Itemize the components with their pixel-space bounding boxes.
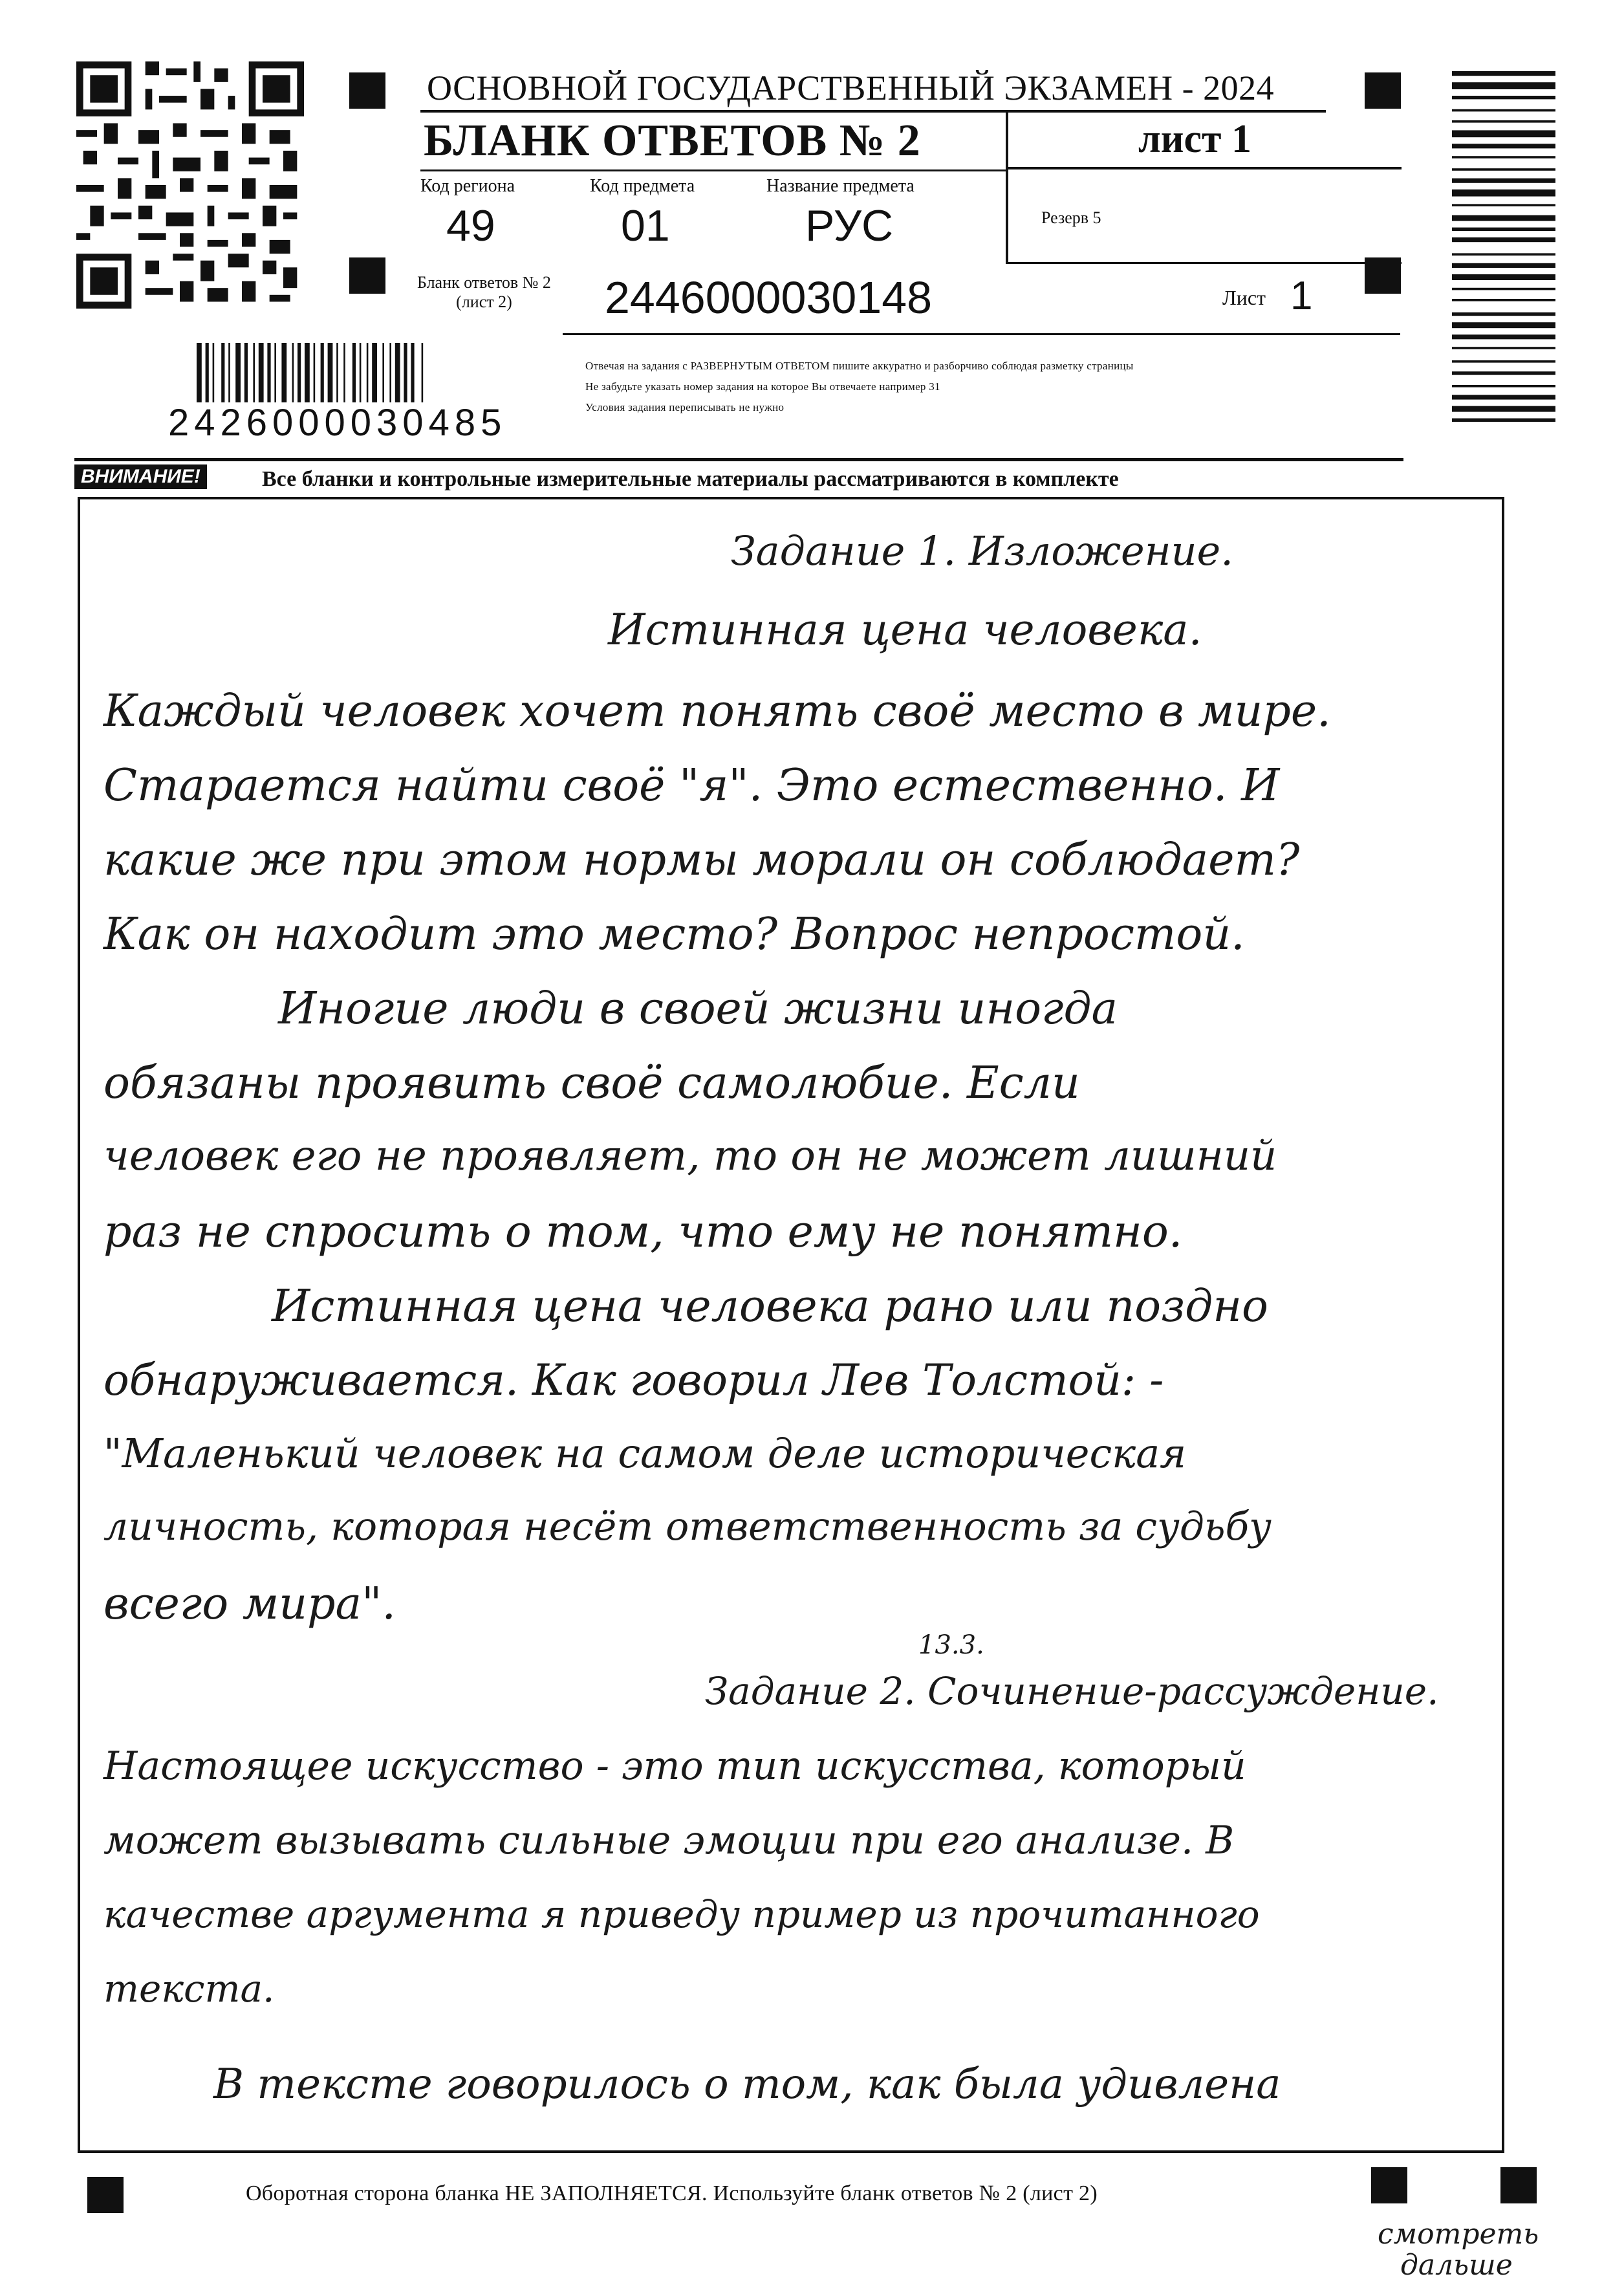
- side-barcode-bar: [1452, 360, 1555, 363]
- handwritten-line: какие же при этом нормы морали он соблюдает?: [103, 835, 1300, 886]
- barcode-bar: [274, 343, 276, 402]
- exam-title: ОСНОВНОЙ ГОСУДАРСТВЕННЫЙ ЭКЗАМЕН - 2024: [427, 69, 1275, 107]
- side-barcode-bar: [1452, 312, 1555, 316]
- handwritten-note: [1378, 2219, 1539, 2281]
- registration-mark: [349, 72, 385, 109]
- side-barcode-bar: [1452, 237, 1555, 242]
- handwritten-line: Как он находит это место? Вопрос непростой.: [103, 909, 1245, 960]
- divider: [420, 110, 1326, 113]
- sheet-num-value: 1: [1290, 274, 1313, 318]
- handwritten-line: качестве аргумента я приведу пример из прочитанного: [103, 1892, 1260, 1936]
- subject-name-label: Название предмета: [766, 176, 915, 196]
- region-code-label: Код региона: [420, 176, 515, 196]
- handwritten-line: обнаруживается. Как говорил Лев Толстой: -: [103, 1355, 1164, 1405]
- side-barcode-bar: [1452, 168, 1555, 171]
- barcode-bar: [281, 343, 287, 402]
- side-barcode-bar: [1452, 130, 1555, 137]
- handwritten-line: Истинная цена человека рано или поздно: [272, 1281, 1268, 1332]
- divider: [74, 458, 1403, 461]
- side-barcode-bar: [1452, 120, 1555, 123]
- side-barcode-bar: [1452, 322, 1555, 328]
- handwritten-line: текста.: [103, 1967, 275, 2011]
- barcode-bar: [228, 343, 230, 402]
- handwritten-line: Старается найти своё "я". Это естественно. И: [103, 760, 1280, 811]
- handwritten-task-number: 13.3.: [918, 1630, 984, 1660]
- side-barcode-bar: [1452, 156, 1555, 158]
- barcode-bar: [221, 343, 224, 402]
- reserve-label: Резерв 5: [1041, 208, 1101, 227]
- form2-label-line2: (лист 2): [456, 292, 512, 311]
- side-barcode-bar: [1452, 406, 1555, 412]
- side-barcode-bar: [1452, 385, 1555, 388]
- qr-code: [76, 61, 304, 309]
- side-barcode-bar: [1452, 274, 1555, 280]
- barcode: [194, 343, 537, 402]
- barcode-bar: [360, 343, 362, 402]
- side-barcode-bar: [1452, 299, 1555, 301]
- form-title: БЛАНК ОТВЕТОВ № 2: [424, 116, 921, 166]
- barcode-bar: [259, 343, 264, 402]
- handwritten-line: может вызывать сильные эмоции при его анализе. В: [103, 1818, 1235, 1863]
- divider: [1006, 262, 1402, 264]
- handwritten-line: человек его не проявляет, то он не может лишний: [103, 1132, 1277, 1180]
- barcode-bar: [235, 343, 241, 402]
- region-code-value: 49: [446, 201, 495, 250]
- side-barcode-bar: [1452, 419, 1555, 422]
- side-barcode-bar: [1452, 288, 1555, 290]
- handwritten-line: раз не спросить о том, что ему не понятно.: [103, 1207, 1183, 1258]
- barcode-bar: [206, 343, 209, 402]
- divider: [1006, 111, 1008, 264]
- barcode-bar: [321, 343, 324, 402]
- handwritten-line: Задание 2. Сочинение-рассуждение.: [705, 1669, 1439, 1713]
- notice-badge: ВНИМАНИЕ!: [74, 464, 207, 489]
- barcode-bar: [404, 343, 407, 402]
- divider: [1006, 167, 1402, 169]
- side-barcode: [1452, 71, 1555, 453]
- form2-label-line1: Бланк ответов № 2: [417, 273, 551, 292]
- handwritten-line: обязаны проявить своё самолюбие. Если: [103, 1058, 1080, 1109]
- side-barcode-bar: [1452, 263, 1555, 268]
- registration-mark: [1371, 2167, 1407, 2203]
- notice-text: Все бланки и контрольные измерительные материалы рассматриваются в комплекте: [262, 467, 1119, 491]
- side-barcode-bar: [1452, 109, 1555, 112]
- barcode-number: 2426000030485: [168, 402, 507, 444]
- registration-mark: [349, 257, 385, 294]
- barcode-bar: [298, 343, 301, 402]
- subject-code-value: 01: [621, 201, 670, 250]
- barcode-bar: [314, 343, 316, 402]
- barcode-bar: [411, 343, 414, 402]
- barcode-bar: [292, 343, 294, 402]
- sheet-label: лист 1: [1138, 117, 1251, 161]
- barcode-bar: [253, 343, 255, 402]
- side-barcode-bar: [1452, 179, 1555, 183]
- divider: [563, 333, 1400, 335]
- barcode-bar: [336, 343, 338, 402]
- barcode-bar: [305, 343, 310, 402]
- handwritten-line: В тексте говорилось о том, как была удивлена: [213, 2060, 1281, 2108]
- barcode-bar: [197, 343, 202, 402]
- handwritten-line: Истинная цена человека.: [608, 605, 1202, 655]
- side-barcode-bar: [1452, 253, 1555, 256]
- side-barcode-bar: [1452, 82, 1555, 89]
- handwritten-line: Каждый человек хочет понять своё место в мире.: [103, 686, 1331, 737]
- handwritten-line: всего мира".: [103, 1578, 396, 1630]
- barcode-bar: [267, 343, 270, 402]
- barcode-bar: [372, 343, 377, 402]
- instruction-line: Отвечая на задания с РАЗВЕРНУТЫМ ОТВЕТОМ пишите аккуратно и разборчиво соблюдая разметку страницы: [585, 360, 1134, 372]
- barcode-bar: [389, 343, 391, 402]
- side-barcode-bar: [1452, 334, 1555, 339]
- barcode-bar: [343, 343, 345, 402]
- barcode-bar: [395, 343, 400, 402]
- form2-label: [417, 273, 551, 312]
- side-barcode-bar: [1452, 190, 1555, 197]
- subject-code-label: Код предмета: [590, 176, 695, 196]
- instruction-line: Не забудьте указать номер задания на которое Вы отвечаете например 31: [585, 380, 940, 393]
- side-barcode-bar: [1452, 204, 1555, 206]
- handwritten-note-line: смотреть: [1378, 2218, 1539, 2251]
- registration-mark: [87, 2177, 124, 2213]
- handwritten-line: Задание 1. Изложение.: [731, 527, 1233, 574]
- handwritten-line: личность, которая несёт ответственность за судьбу: [103, 1504, 1272, 1549]
- barcode-bar: [367, 343, 369, 402]
- form2-number: 2446000030148: [605, 272, 933, 323]
- barcode-bar: [328, 343, 333, 402]
- instruction-line: Условия задания переписывать не нужно: [585, 401, 785, 413]
- side-barcode-bar: [1452, 371, 1555, 375]
- handwritten-line: "Маленький человек на самом деле историческая: [103, 1430, 1187, 1477]
- handwritten-line: Настоящее искусство - это тип искусства, который: [103, 1743, 1246, 1789]
- barcode-bar: [213, 343, 215, 402]
- side-barcode-bar: [1452, 395, 1555, 399]
- side-barcode-bar: [1452, 228, 1555, 231]
- handwritten-note-line: дальше: [1400, 2249, 1513, 2282]
- barcode-bar: [244, 343, 248, 402]
- registration-mark: [1500, 2167, 1537, 2203]
- barcode-bar: [422, 343, 424, 402]
- side-barcode-bar: [1452, 96, 1555, 99]
- divider: [420, 169, 1006, 171]
- barcode-bar: [352, 343, 356, 402]
- barcode-bar: [382, 343, 384, 402]
- footer-text: Оборотная сторона бланка НЕ ЗАПОЛНЯЕТСЯ. Используйте бланк ответов № 2 (лист 2): [246, 2181, 1098, 2205]
- side-barcode-bar: [1452, 347, 1555, 349]
- side-barcode-bar: [1452, 144, 1555, 148]
- handwritten-line: Иногие люди в своей жизни иногда: [278, 983, 1118, 1034]
- instructions: [585, 356, 1134, 418]
- sheet-num-label: Лист: [1222, 286, 1266, 309]
- side-barcode-bar: [1452, 215, 1555, 221]
- registration-mark: [1365, 72, 1401, 109]
- subject-name-value: РУС: [805, 201, 894, 250]
- side-barcode-bar: [1452, 71, 1555, 76]
